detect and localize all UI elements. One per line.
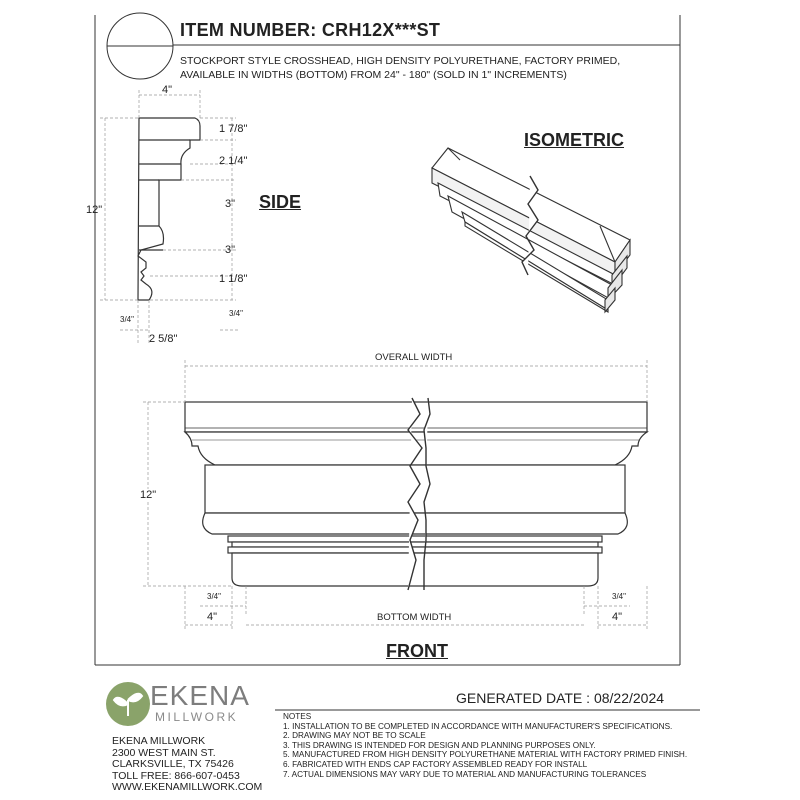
company-logo-word: EKENA (150, 680, 250, 711)
item-number-title: ITEM NUMBER: CRH12X***ST (180, 20, 441, 40)
side-dim-5: 1 1/8" (219, 273, 248, 285)
bottom-width-label: BOTTOM WIDTH (374, 612, 454, 623)
company-logo-sub: MILLWORK (155, 710, 239, 724)
side-view-label: SIDE (259, 192, 302, 212)
note-item: 6. FABRICATED WITH ENDS CAP FACTORY ASSEMBLED READY FOR INSTALL (283, 759, 588, 769)
ekena-logo-icon (106, 682, 150, 726)
company-phone: TOLL FREE: 866-607-0453 (112, 769, 240, 782)
note-item: 1. INSTALLATION TO BE COMPLETED IN ACCORDANCE WITH MANUFACTURER'S SPECIFICATIONS. (283, 721, 673, 731)
front-height: 12" (140, 489, 157, 501)
front-right-return: 4" (612, 611, 623, 623)
description-line-2: AVAILABLE IN WIDTHS (BOTTOM) FROM 24" - 180" (SOLD IN 1" INCREMENTS) (180, 69, 567, 81)
overall-width-label: OVERALL WIDTH (372, 352, 455, 363)
side-dim-4: 3" (225, 244, 236, 256)
front-view-label: FRONT (386, 641, 448, 661)
side-dim-2: 2 1/4" (219, 155, 248, 167)
company-name: EKENA MILLWORK (112, 735, 206, 747)
side-right-small: 3/4" (229, 309, 243, 318)
side-dim-3: 3" (225, 198, 236, 210)
note-item: 3. THIS DRAWING IS INTENDED FOR DESIGN AND PLANNING PURPOSES ONLY. (283, 740, 596, 750)
front-left-return: 4" (207, 611, 218, 623)
note-item: 5. MANUFACTURED FROM HIGH DENSITY POLYURETHANE MATERIAL WITH FACTORY PRIMED FINISH. (283, 750, 688, 760)
company-website: WWW.EKENAMILLWORK.COM (112, 781, 263, 793)
description-line-1: STOCKPORT STYLE CROSSHEAD, HIGH DENSITY POLYURETHANE, FACTORY PRIMED, (180, 55, 621, 67)
front-left-small: 3/4" (207, 592, 221, 601)
note-item: 2. DRAWING MAY NOT BE TO SCALE (283, 731, 426, 741)
company-street: 2300 WEST MAIN ST. (112, 746, 216, 759)
note-item: 7. ACTUAL DIMENSIONS MAY VARY DUE TO MATERIAL AND MANUFACTURING TOLERANCES (283, 769, 647, 779)
isometric-view-label: ISOMETRIC (524, 130, 625, 150)
side-view-profile (138, 118, 200, 300)
company-city: CLARKSVILLE, TX 75426 (112, 758, 234, 770)
notes-heading: NOTES (283, 712, 312, 721)
generated-date: GENERATED DATE : 08/22/2024 (456, 690, 665, 706)
company-address (112, 736, 262, 794)
side-left-small: 3/4" (120, 315, 134, 324)
item-description (180, 54, 640, 82)
side-height: 12" (86, 204, 103, 216)
side-dim-1: 1 7/8" (219, 123, 248, 135)
side-top-width: 4" (162, 84, 173, 96)
side-bottom-width: 2 5/8" (149, 333, 178, 345)
front-right-small: 3/4" (612, 592, 626, 601)
notes-block (283, 712, 703, 779)
